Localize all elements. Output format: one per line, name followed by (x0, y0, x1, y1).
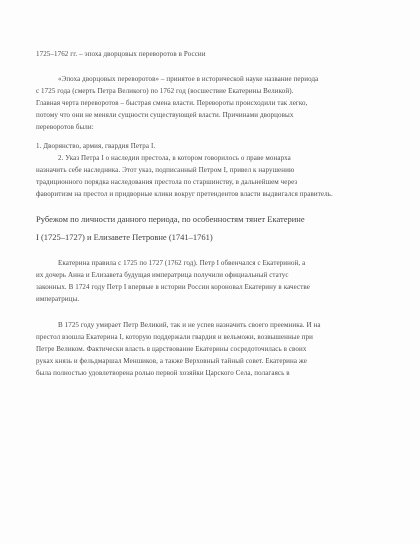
document-heading: 1725–1762 гг. – эпоха дворцовых переворотов в России (36, 50, 206, 58)
text-line: Петре Великом. Фактически власть в царствование Екатерины сосредоточилась в своих (36, 345, 307, 353)
text-line: переворотов были: (36, 123, 94, 131)
cause-1: 1. Дворянство, армия, гвардия Петра I. (36, 142, 156, 150)
text-line: с 1725 года (смерть Петра Великого) по 1762 год (восшествие Екатерины Великой). (36, 87, 294, 95)
text-line: законных. В 1724 году Петр I впервые в истории России короновал Екатерину в качестве (36, 283, 310, 291)
paragraph-4 (36, 319, 390, 379)
text-line: Екатерина правила с 1725 по 1727 (1762 год). Петр I обвенчался с Екатериной, а (58, 259, 306, 267)
section-subheading (36, 213, 390, 243)
paragraph-1 (36, 73, 390, 133)
paragraph-3 (36, 257, 390, 305)
text-line: руках князь и фельдмаршал Меншиков, а также Верховный тайный совет. Екатерина же (36, 357, 307, 365)
text-line: «Эпоха дворцовых переворотов» – принятое в исторической науке название периода (58, 75, 319, 83)
text-line: Главная черта переворотов – быстрая смена власти. Перевороты происходили так легко, (36, 99, 308, 107)
text-line: потому что они не меняли сущности существующей власти. Причинами дворцовых (36, 111, 294, 119)
text-line: престол взошла Екатерина I, которую поддержали гвардия и вельможи, возвышенные при (36, 333, 313, 341)
text-line: 2. Указ Петра I о наследии престола, в котором говорилось о праве монарха (58, 154, 291, 162)
text-line: традиционного порядка наследования престола по старшинству, в дальнейшем через (36, 178, 298, 186)
text-line: назначить себе наследника. Этот указ, подписанный Петром I, привел к нарушению (36, 166, 295, 174)
text-line: была полностью удовлетворена ролью первой хозяйки Царского Села, полагаясь в (36, 369, 290, 377)
text-line: фаворитизм на престол и придворные клики вокруг претендентов власти выдвигался правитель. (36, 190, 333, 198)
subheading-line: Рубежом по личности данного периода, по особенностям тянет Екатерине (36, 214, 305, 224)
subheading-line: I (1725–1727) и Елизавете Петровне (1741–1761) (36, 232, 213, 242)
paragraph-2 (36, 152, 390, 200)
text-line: В 1725 году умирает Петр Великий, так и не успев назначить своего преемника. И на (58, 321, 321, 329)
text-line: их дочерь Анна и Елизавета будущая императрица получили официальный статус (36, 271, 289, 279)
text-line: императрицы. (36, 295, 80, 303)
